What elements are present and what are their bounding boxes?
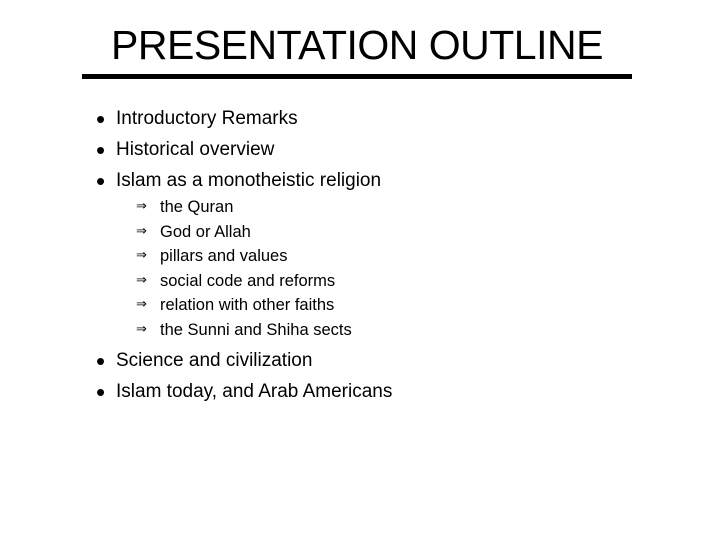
bullet-text: Introductory Remarks <box>116 108 298 129</box>
implies-arrow-icon: ⇒ <box>136 297 147 312</box>
bullet-text: Science and civilization <box>116 350 313 371</box>
bullet-text: Islam today, and Arab Americans <box>116 381 393 402</box>
sub-item-text: relation with other faiths <box>160 296 335 314</box>
sub-item-text: social code and reforms <box>160 271 336 290</box>
sub-item-text: pillars and values <box>160 247 288 265</box>
implies-arrow-icon: ⇒ <box>136 321 147 337</box>
bullet-marker: • <box>96 377 106 407</box>
implies-arrow-icon: ⇒ <box>136 223 147 239</box>
implies-arrow-icon: ⇒ <box>136 199 147 214</box>
implies-arrow-icon: ⇒ <box>136 272 147 288</box>
bullet-text: Islam as a monotheistic religion <box>116 170 382 191</box>
implies-arrow-icon: ⇒ <box>136 248 147 263</box>
sub-item-text: the Sunni and Shiha sects <box>160 320 352 339</box>
title-underline <box>82 74 632 79</box>
bullet-marker: • <box>96 135 106 165</box>
sub-item-text: God or Allah <box>160 222 251 241</box>
sub-item-text: the Quran <box>160 198 234 216</box>
bullet-marker: • <box>96 346 106 376</box>
bullet-marker: • <box>96 166 106 196</box>
bullet-marker: • <box>96 104 106 134</box>
bullet-text: Historical overview <box>116 139 275 160</box>
slide-title: PRESENTATION OUTLINE <box>111 22 603 68</box>
